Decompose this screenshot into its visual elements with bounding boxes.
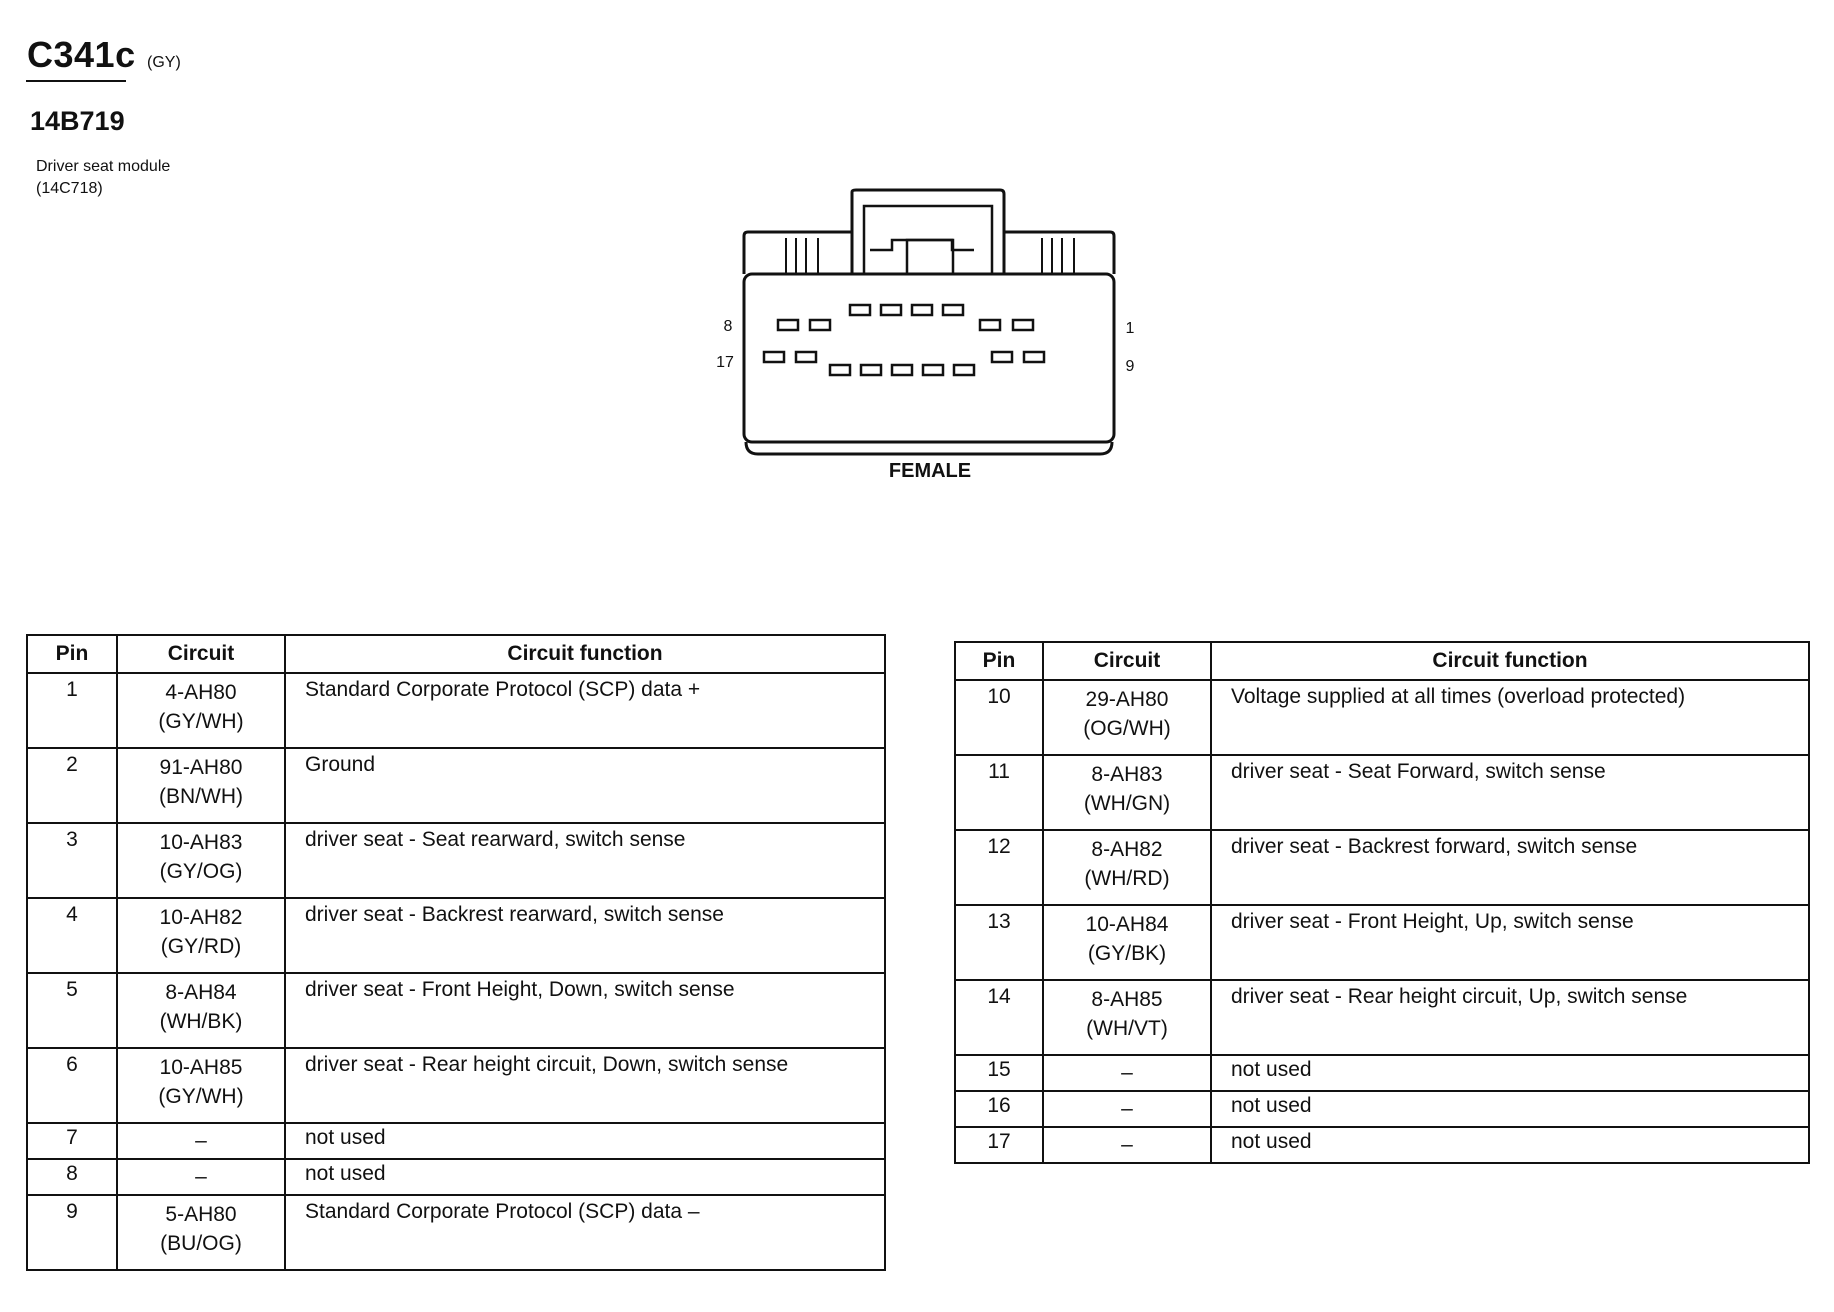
circuit-id: –: [195, 1165, 207, 1188]
circuit-id: 8-AH85: [1091, 988, 1163, 1011]
circuit-cell: [117, 973, 285, 1048]
table-row: [955, 755, 1809, 830]
pin-number: 6: [27, 1048, 117, 1123]
circuit-function: driver seat - Backrest forward, switch sense: [1211, 830, 1809, 905]
circuit-function: driver seat - Rear height circuit, Up, switch sense: [1211, 980, 1809, 1055]
table-row: [955, 980, 1809, 1055]
circuit-id: 29-AH80: [1085, 688, 1169, 711]
header-circuit-function: Circuit function: [285, 635, 885, 673]
header-circuit: Circuit: [1043, 642, 1211, 680]
header-pin: Pin: [27, 635, 117, 673]
pin-number: 12: [955, 830, 1043, 905]
module-part-number: (14C718): [36, 180, 103, 197]
table-row: [27, 898, 885, 973]
gender-label: FEMALE: [888, 460, 972, 482]
wire-color: (GY/WH): [158, 710, 244, 733]
wire-color: (OG/WH): [1083, 717, 1171, 740]
circuit-cell: [1043, 1127, 1211, 1163]
wire-color: (GY/OG): [159, 860, 243, 883]
circuit-cell: [1043, 755, 1211, 830]
circuit-function: Voltage supplied at all times (overload protected): [1211, 680, 1809, 755]
table-row: [27, 1123, 885, 1159]
wire-color: (WH/RD): [1084, 867, 1170, 890]
circuit-id: 91-AH80: [159, 756, 243, 779]
pin-number: 2: [27, 748, 117, 823]
wire-color: (GY/WH): [158, 1085, 244, 1108]
pin-number: 9: [27, 1195, 117, 1270]
title-underline: [26, 80, 126, 82]
circuit-cell: [117, 1123, 285, 1159]
cavity-label-8: 8: [723, 318, 733, 335]
table-header-row: [955, 642, 1809, 680]
table-row: [27, 973, 885, 1048]
pin-number: 5: [27, 973, 117, 1048]
circuit-function: not used: [285, 1159, 885, 1195]
circuit-id: 4-AH80: [165, 681, 237, 704]
circuit-function: driver seat - Backrest rearward, switch sense: [285, 898, 885, 973]
circuit-cell: [117, 898, 285, 973]
circuit-cell: [117, 1159, 285, 1195]
table-header-row: [27, 635, 885, 673]
circuit-id: 10-AH85: [159, 1056, 243, 1079]
pin-number: 16: [955, 1091, 1043, 1127]
wire-color: (WH/GN): [1083, 792, 1171, 815]
circuit-id: –: [1121, 1133, 1133, 1156]
connector-id: C341c: [27, 34, 136, 75]
pin-number: 14: [955, 980, 1043, 1055]
circuit-id: –: [1121, 1061, 1133, 1084]
cavity-label-9: 9: [1125, 358, 1135, 375]
circuit-id: –: [195, 1129, 207, 1152]
pin-number: 7: [27, 1123, 117, 1159]
pin-number: 10: [955, 680, 1043, 755]
pin-number: 17: [955, 1127, 1043, 1163]
pin-number: 15: [955, 1055, 1043, 1091]
module-name: Driver seat module: [36, 158, 171, 175]
circuit-id: 10-AH84: [1085, 913, 1169, 936]
wire-color: (WH/BK): [159, 1010, 243, 1033]
connector-housing: [744, 190, 1114, 454]
circuit-function: driver seat - Seat rearward, switch sense: [285, 823, 885, 898]
pin-rows-right: [955, 680, 1809, 1163]
table-row: [955, 905, 1809, 980]
circuit-id: 8-AH82: [1091, 838, 1163, 861]
circuit-cell: [117, 1195, 285, 1270]
circuit-function: not used: [285, 1123, 885, 1159]
circuit-cell: [1043, 980, 1211, 1055]
circuit-cell: [1043, 1055, 1211, 1091]
circuit-id: –: [1121, 1097, 1133, 1120]
table-row: [955, 830, 1809, 905]
circuit-id: 8-AH84: [165, 981, 237, 1004]
table-row: [27, 823, 885, 898]
header-pin: Pin: [955, 642, 1043, 680]
pin-number: 3: [27, 823, 117, 898]
part-number: 14B719: [30, 106, 125, 136]
table-row: [27, 1195, 885, 1270]
pin-number: 13: [955, 905, 1043, 980]
pin-rows-left: [27, 673, 885, 1270]
circuit-id: 8-AH83: [1091, 763, 1163, 786]
circuit-id: 5-AH80: [165, 1203, 237, 1226]
circuit-function: Standard Corporate Protocol (SCP) data +: [285, 673, 885, 748]
circuit-cell: [1043, 680, 1211, 755]
header-circuit-function: Circuit function: [1211, 642, 1809, 680]
cavity-label-17: 17: [716, 354, 734, 371]
module-description: [36, 156, 170, 200]
circuit-function: Standard Corporate Protocol (SCP) data –: [285, 1195, 885, 1270]
circuit-cell: [117, 673, 285, 748]
pin-cavities: [764, 305, 1044, 375]
circuit-cell: [1043, 830, 1211, 905]
connector-face-diagram: [700, 180, 1160, 500]
table-row: [27, 748, 885, 823]
header-circuit: Circuit: [117, 635, 285, 673]
wire-color: (BN/WH): [159, 785, 243, 808]
pin-number: 11: [955, 755, 1043, 830]
wire-color: (GY/BK): [1087, 942, 1167, 965]
table-row: [955, 1055, 1809, 1091]
table-row: [27, 1048, 885, 1123]
circuit-id: 10-AH82: [159, 906, 243, 929]
circuit-cell: [1043, 1091, 1211, 1127]
circuit-function: driver seat - Front Height, Down, switch sense: [285, 973, 885, 1048]
circuit-function: not used: [1211, 1091, 1809, 1127]
pin-number: 4: [27, 898, 117, 973]
cavity-label-1: 1: [1125, 320, 1135, 337]
circuit-function: not used: [1211, 1055, 1809, 1091]
circuit-function: Ground: [285, 748, 885, 823]
table-row: [27, 673, 885, 748]
table-row: [955, 680, 1809, 755]
circuit-id: 10-AH83: [159, 831, 243, 854]
wire-color: (WH/VT): [1086, 1017, 1168, 1040]
circuit-cell: [117, 748, 285, 823]
circuit-cell: [1043, 905, 1211, 980]
circuit-function: not used: [1211, 1127, 1809, 1163]
circuit-cell: [117, 823, 285, 898]
table-row: [27, 1159, 885, 1195]
table-row: [955, 1127, 1809, 1163]
table-row: [955, 1091, 1809, 1127]
circuit-function: driver seat - Rear height circuit, Down, switch sense: [285, 1048, 885, 1123]
pin-table-left: [26, 634, 886, 1271]
connector-color: (GY): [147, 54, 181, 71]
circuit-cell: [117, 1048, 285, 1123]
pin-number: 1: [27, 673, 117, 748]
pin-table-right: [954, 641, 1810, 1164]
circuit-function: driver seat - Seat Forward, switch sense: [1211, 755, 1809, 830]
pin-number: 8: [27, 1159, 117, 1195]
wire-color: (GY/RD): [160, 935, 242, 958]
wire-color: (BU/OG): [160, 1232, 242, 1255]
circuit-function: driver seat - Front Height, Up, switch sense: [1211, 905, 1809, 980]
